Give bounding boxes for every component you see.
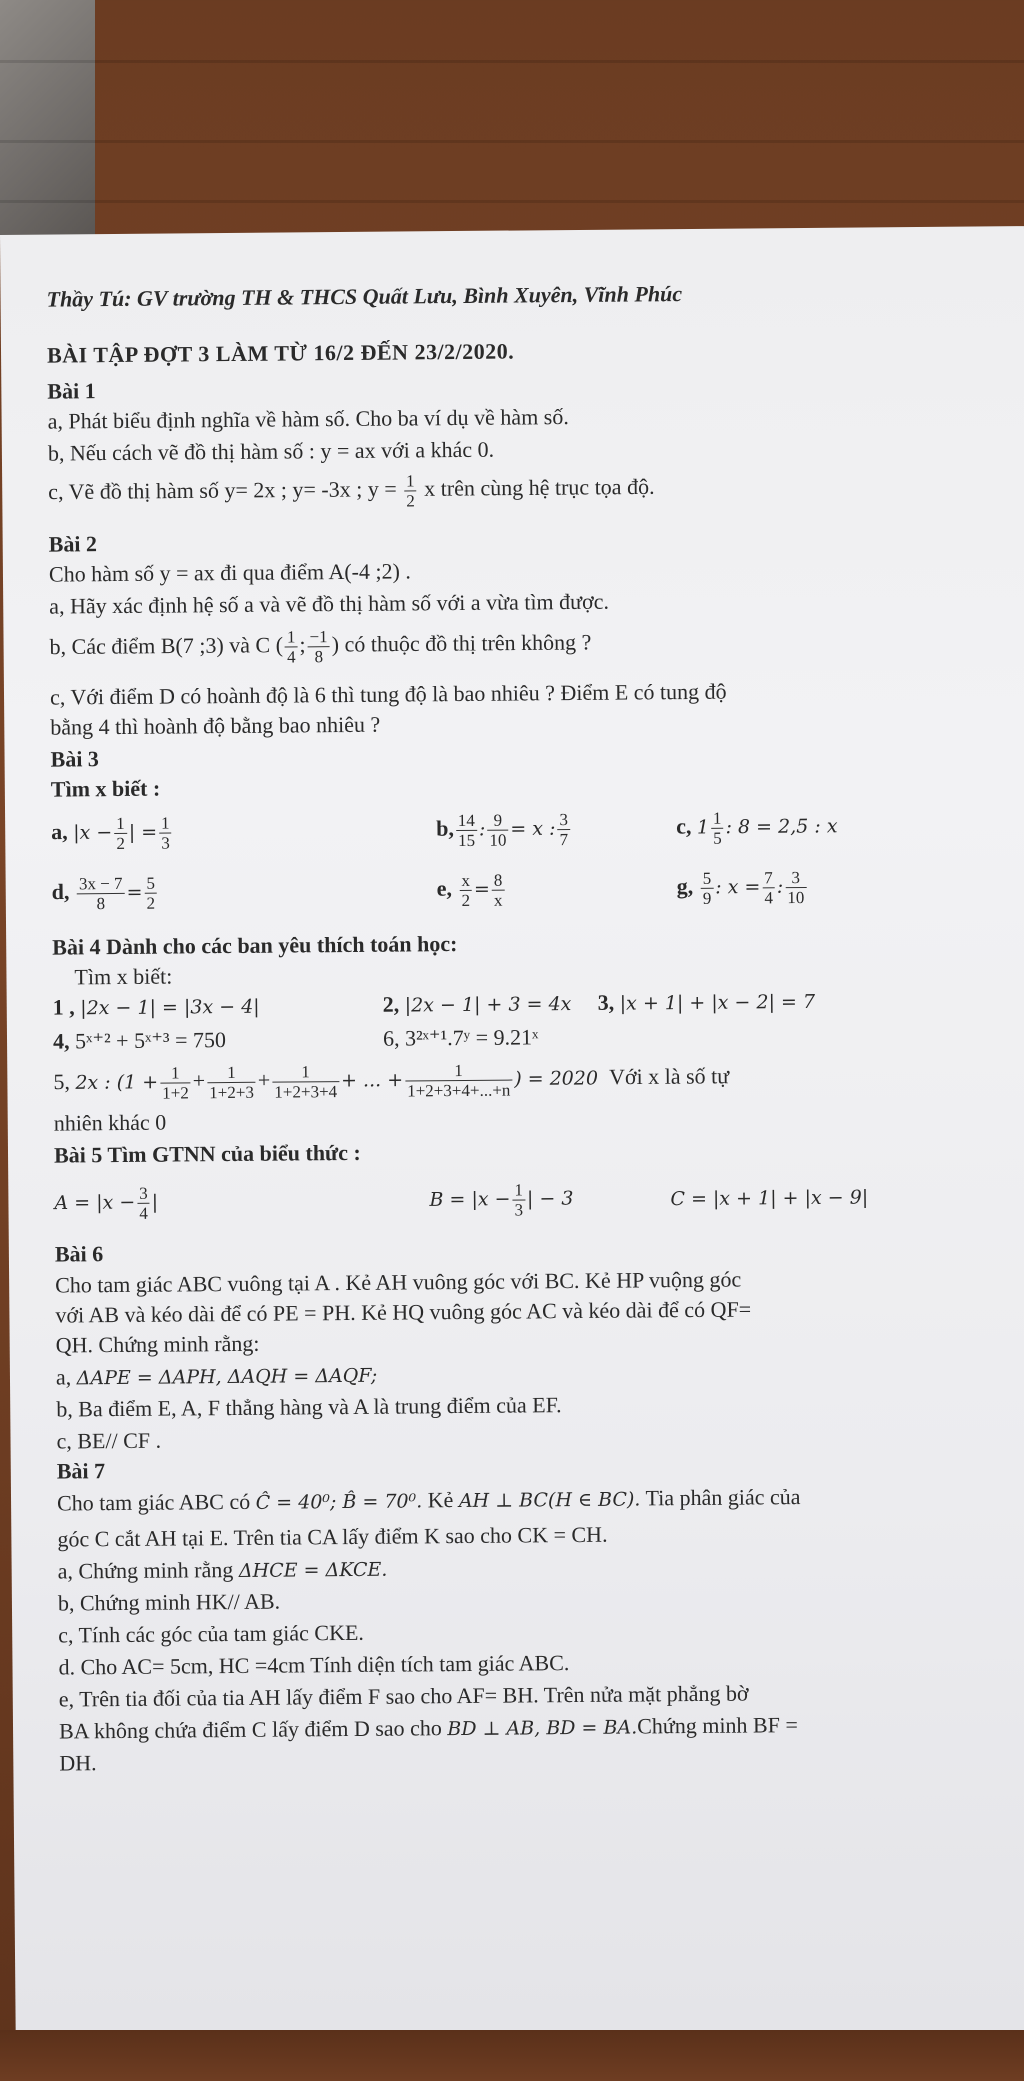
frac-num: 14: [456, 811, 477, 831]
bai2-b-post: ) có thuộc đồ thị trên không ?: [331, 629, 592, 657]
item-label: 6,: [382, 1025, 400, 1051]
bai5-A: [54, 1184, 158, 1224]
frac-den: 4: [287, 647, 296, 667]
bai2-b-pre: b, Các điểm B(7 ;3) và C (: [49, 632, 284, 660]
bai2-b: b, Các điểm B(7 ;3) và C ( $\frac{1}{4}$ ; $\frac{-1}{8}$ ) có thuộc đồ thị trên không ?: [49, 627, 592, 667]
frac-den: 10: [489, 830, 507, 850]
bai7-heading: Bài 7: [56, 1458, 106, 1484]
bai6-heading: Bài 6: [54, 1241, 104, 1267]
fraction: [459, 871, 472, 910]
bai4-p1: [53, 991, 260, 1024]
math-expr: B = |x −: [429, 1188, 511, 1211]
item-label: a,: [55, 1364, 72, 1390]
text: Tia phân giác của: [645, 1484, 801, 1511]
math-expr: : 8 = 2,5 : x: [725, 815, 838, 839]
frac-num: x: [459, 871, 472, 891]
bai7-l2: góc C cắt AH tại E. Trên tia CA lấy điểm K sao cho CK = CH.: [57, 1521, 608, 1552]
fraction: [207, 1063, 256, 1102]
bai6-l2: với AB và kéo dài để có PE = PH. Kẻ HQ vuông góc AC và kéo dài để có QF=: [55, 1296, 752, 1328]
frac-num: 1: [404, 471, 417, 491]
item-label: e,: [436, 875, 453, 901]
frac-num: 1: [159, 814, 172, 834]
math-expr: 3²ˣ⁺¹.7ʸ = 9.21ˣ: [404, 1024, 539, 1051]
bai3-a: [51, 814, 174, 854]
fraction: [285, 627, 298, 666]
worksheet-content: [46, 277, 966, 1776]
item-label: b,: [436, 815, 455, 841]
bai5-heading: Bài 5 Tìm GTNN của biểu thức :: [53, 1139, 361, 1168]
math-expr: =: [473, 878, 491, 901]
fraction: [762, 868, 775, 907]
math-expr: AH ⊥ BC(H ∈ BC).: [458, 1488, 641, 1513]
frac-num: 1: [114, 814, 127, 834]
bai7-e3: DH.: [59, 1750, 97, 1776]
fraction: [711, 809, 724, 848]
frac-num: 1: [512, 1180, 525, 1200]
frac-num: 1: [711, 809, 724, 829]
frac-den: 3: [514, 1200, 524, 1220]
text: Chứng minh BF =: [637, 1712, 798, 1739]
wood-grain: [0, 60, 1024, 63]
bai1-c-post: x trên cùng hệ trục tọa độ.: [424, 473, 655, 501]
bai6-l1: Cho tam giác ABC vuông tại A . Kẻ AH vuông góc với BC. Kẻ HP vuộng góc: [55, 1266, 742, 1298]
fraction: [785, 868, 806, 907]
frac-num: 8: [492, 871, 505, 891]
bai5-B: [429, 1180, 573, 1220]
frac-num: 3: [785, 868, 806, 888]
frac-den: 4: [139, 1203, 148, 1223]
bai4-p5-note: Với x là số tự: [608, 1063, 730, 1090]
bai5-C: C = |x + 1| + |x − 9|: [670, 1186, 869, 1211]
fraction: [307, 627, 329, 666]
text: Cho tam giác ABC có: [56, 1488, 251, 1516]
frac-den: 5: [713, 828, 722, 848]
math-expr: | =: [128, 821, 158, 844]
item-label: 3,: [597, 989, 615, 1015]
bai3-heading: Bài 3: [50, 746, 99, 772]
math-expr: |2x − 1| = |3x − 4|: [80, 995, 260, 1020]
frac-num: 1: [160, 1063, 191, 1083]
math-expr: |2x − 1| + 3 = 4x: [404, 993, 572, 1017]
frac-den: 1+2: [162, 1083, 189, 1103]
fraction: [487, 811, 508, 850]
page-title: BÀI TẬP ĐỢT 3 LÀM TỪ 16/2 ĐẾN 23/2/2020.: [46, 338, 515, 368]
math-expr: A = |x −: [54, 1191, 136, 1215]
fraction: [557, 810, 570, 849]
math-expr: ) = 2020: [514, 1067, 599, 1091]
math-expr: :: [776, 875, 784, 898]
fraction: [159, 814, 172, 853]
background-cloth: [0, 0, 95, 240]
frac-num: −1: [307, 627, 329, 647]
math-expr: 2x : (1 +: [75, 1071, 159, 1094]
bai3-b: [436, 810, 572, 850]
frac-num: 1: [207, 1063, 256, 1083]
math-expr: BD ⊥ AB, BD = BA.: [447, 1716, 638, 1741]
text: Kẻ: [427, 1487, 454, 1513]
bai7-b: b, Chứng minh HK// AB.: [57, 1588, 281, 1616]
frac-den: 2: [146, 893, 156, 913]
fraction: [137, 1184, 150, 1223]
frac-num: 1: [272, 1062, 339, 1083]
bai1-b: b, Nếu cách vẽ đồ thị hàm số : y = ax với a khác 0.: [47, 436, 495, 466]
frac-den: 4: [764, 888, 774, 908]
frac-den: 2: [461, 890, 471, 910]
bai7-e2: [59, 1710, 798, 1747]
fraction: [512, 1180, 525, 1219]
item-label: g,: [676, 873, 694, 899]
bai7-a: [58, 1554, 388, 1588]
bai6-a: [56, 1360, 378, 1394]
bai2-c2: bằng 4 thì hoành độ bằng bao nhiêu ?: [50, 711, 381, 740]
item-label: a,: [51, 818, 68, 845]
bai7-d: d. Cho AC= 5cm, HC =4cm Tính diện tích tam giác ABC.: [58, 1650, 570, 1680]
frac-den: 15: [457, 830, 476, 851]
wood-grain: [0, 200, 1024, 203]
frac-den: 10: [787, 888, 805, 908]
bai7-c: c, Tính các góc của tam giác CKE.: [58, 1619, 364, 1648]
frac-den: 8: [314, 647, 324, 667]
page-header: Thầy Tú: GV trường TH & THCS Quất Lưu, Bình Xuyên, Vĩnh Phúc: [46, 281, 683, 312]
bai4-heading: Bài 4 Dành cho các ban yêu thích toán học:: [52, 931, 458, 960]
frac-den: 2: [116, 833, 125, 854]
bai4-p4: [53, 1025, 226, 1057]
fraction: [114, 814, 127, 853]
item-label: d,: [51, 878, 70, 905]
bai4-sub: Tìm x biết:: [74, 963, 173, 990]
fraction: [456, 811, 477, 850]
bai2-intro: Cho hàm số y = ax đi qua điểm A(-4 ;2) .: [48, 558, 411, 587]
math-expr: | − 3: [526, 1187, 574, 1210]
bai4-p5: 5, 2x : (1 + $\frac{1}{1+2}$ + $\frac{1}{1+2+3}$ + $\frac{1}{1+2+3+4}$ + ... + $\frac{1}{1+2+3+4+...+n}$ ) = 2020 Với x là số tự: [53, 1060, 730, 1103]
item-label: 5,: [53, 1068, 70, 1095]
math-expr: 5ˣ⁺² + 5ˣ⁺³ = 750: [74, 1027, 227, 1054]
frac-den: 1+2+3+4: [274, 1082, 338, 1102]
item-label: 2,: [382, 991, 400, 1017]
fraction: [144, 874, 157, 913]
frac-num: 1: [285, 627, 298, 647]
bai3-sub: Tìm x biết :: [50, 775, 161, 802]
frac-num: 1: [405, 1061, 512, 1082]
fraction: [77, 874, 125, 913]
bai7-l1: [57, 1482, 801, 1519]
bai6-c: c, BE// CF .: [56, 1427, 162, 1454]
frac-den: 2: [406, 491, 415, 511]
math-expr: =: [126, 881, 143, 904]
math-expr: |: [151, 1191, 159, 1214]
text: a, Chứng minh rằng: [57, 1557, 234, 1584]
frac-den: 7: [559, 830, 569, 850]
math-expr: + ... +: [340, 1069, 404, 1092]
math-expr: = x :: [510, 817, 556, 841]
bai6-l3: QH. Chứng minh rằng:: [55, 1330, 260, 1358]
bai4-p2: [383, 988, 572, 1021]
frac-den: 1+2+3+4+...+n: [407, 1080, 511, 1101]
frac-num: 7: [762, 868, 775, 888]
frac-den: 9: [702, 888, 712, 908]
fraction: [405, 1061, 513, 1101]
text: BA không chứa điểm C lấy điểm D sao cho: [58, 1715, 442, 1744]
item-label: 4,: [52, 1028, 70, 1054]
wood-table-edge: [0, 2030, 1024, 2081]
bai7-e1: e, Trên tia đối của tia AH lấy điểm F sao cho AF= BH. Trên nửa mặt phẳng bờ: [58, 1680, 749, 1712]
frac-den: 1+2+3: [209, 1082, 255, 1103]
bai6-b: b, Ba điểm E, A, F thẳng hàng và A là trung điểm của EF.: [56, 1392, 562, 1422]
frac-num: 5: [701, 869, 714, 889]
frac-num: 9: [487, 811, 508, 831]
math-expr: 1: [696, 816, 710, 839]
frac-num: 3: [557, 810, 570, 830]
worksheet-paper: [0, 226, 1024, 2040]
item-label: c,: [676, 813, 692, 839]
frac-num: 3: [137, 1184, 150, 1204]
item-label: 1 ,: [52, 994, 75, 1020]
frac-den: 3: [161, 833, 170, 853]
bai1-a: a, Phát biểu định nghĩa về hàm số. Cho ba ví dụ về hàm số.: [47, 404, 569, 434]
frac-num: 3x − 7: [77, 874, 125, 894]
bai1-c: [48, 469, 655, 513]
bai2-c1: c, Với điểm D có hoành độ là 6 thì tung độ là bao nhiêu ? Điểm E có tung độ: [49, 678, 727, 710]
math-expr: : x =: [715, 875, 761, 899]
math-expr: |x −: [73, 821, 113, 844]
math-expr: ΔHCE = ΔKCE.: [238, 1558, 388, 1582]
bai3-d: [52, 874, 160, 914]
fraction: [492, 871, 505, 910]
bai1-c-pre: c, Vẽ đồ thị hàm số y= 2x ; y= -3x ; y =: [48, 476, 397, 505]
bai4-p5-note2: nhiên khác 0: [53, 1109, 167, 1136]
math-expr: |x + 1| + |x − 2| = 7: [619, 990, 816, 1015]
bai4-p6: [383, 1022, 539, 1053]
bai2-heading: Bài 2: [48, 531, 98, 557]
frac-num: 5: [144, 874, 157, 894]
bai4-p3: [598, 986, 816, 1019]
math-expr: :: [478, 818, 486, 841]
bai3-e: [437, 871, 507, 911]
bai2-a: a, Hãy xác định hệ số a và vẽ đồ thị hàm số với a vừa tìm được.: [49, 588, 610, 619]
math-expr: Ĉ = 40⁰; B̂ = 70⁰.: [255, 1490, 423, 1514]
fraction: [404, 471, 417, 510]
bai3-g: [677, 868, 809, 908]
frac-den: x: [493, 890, 503, 910]
bai1-heading: Bài 1: [47, 378, 96, 404]
bai3-c: [676, 808, 838, 848]
frac-den: 8: [96, 894, 106, 914]
fraction: [272, 1062, 339, 1102]
math-expr: ΔAPE = ΔAPH, ΔAQH = ΔAQF;: [76, 1364, 378, 1390]
fraction: [701, 869, 714, 908]
wood-grain: [0, 140, 1024, 143]
fraction: [160, 1063, 191, 1102]
